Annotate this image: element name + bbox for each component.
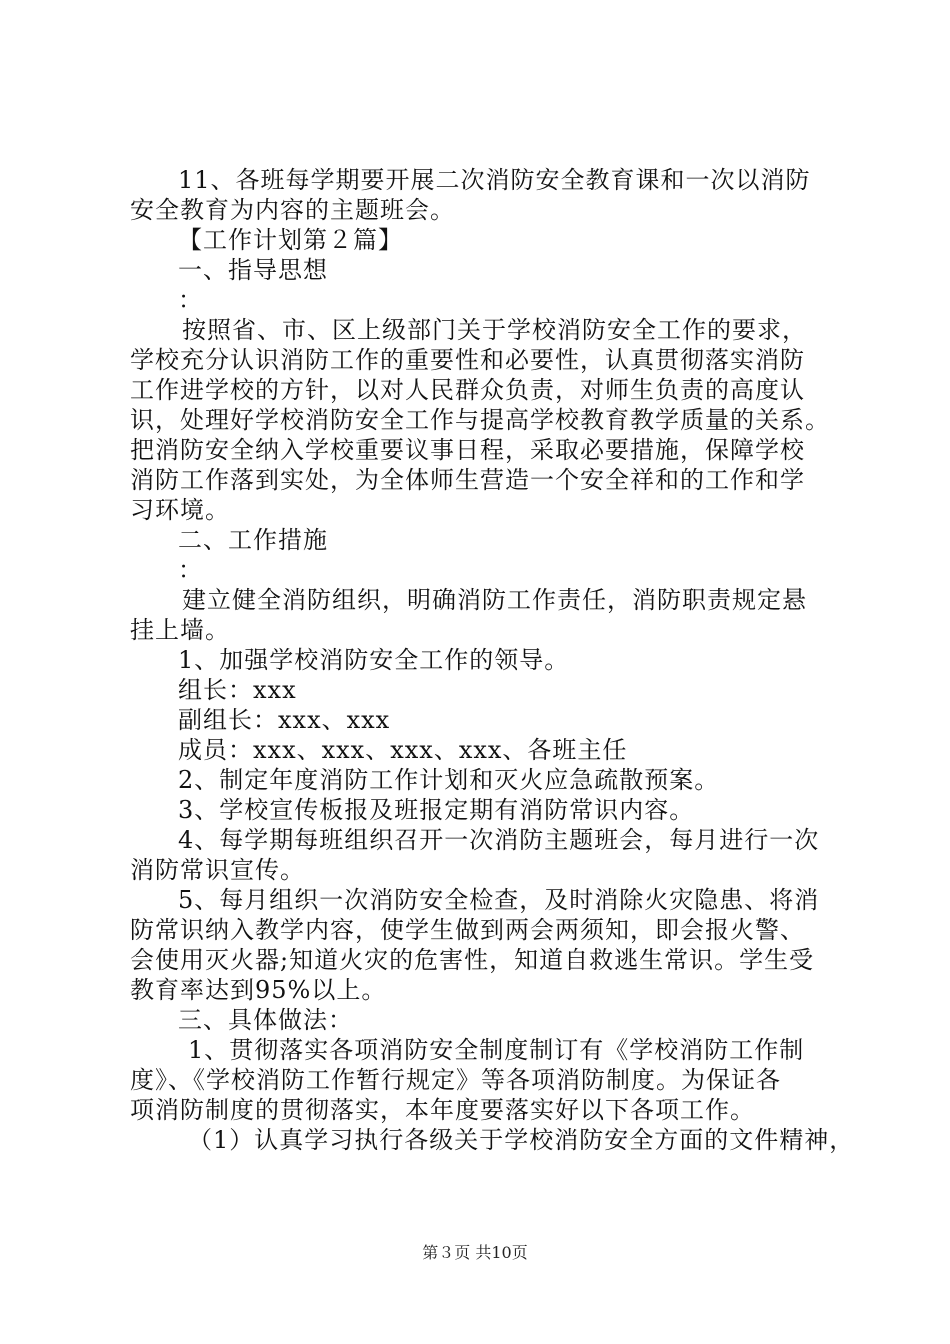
paragraph-line: 度》、《学校消防工作暂行规定》等各项消防制度。为保证各 (130, 1066, 781, 1094)
list-item: 3、学校宣传板报及班报定期有消防常识内容。 (178, 796, 695, 824)
paragraph-line: 识，处理好学校消防安全工作与提高学校教育教学质量的关系。 (130, 406, 830, 434)
document-body (130, 165, 855, 1155)
paragraph-line: 项消防制度的贯彻落实，本年度要落实好以下各项工作。 (130, 1096, 755, 1124)
paragraph-line: 把消防安全纳入学校重要议事日程，采取必要措施，保障学校 (130, 436, 805, 464)
paragraph-line: 习环境。 (130, 496, 230, 524)
list-item: 副组长：xxx、xxx (178, 706, 391, 734)
section-heading: 一、指导思想 (178, 256, 328, 284)
page-number: 第３页 共10页 (422, 1243, 528, 1262)
list-item: 2、制定年度消防工作计划和灭火应急疏散预案。 (178, 766, 720, 794)
paragraph-line: 会使用灭火器;知道火灾的危害性，知道自救逃生常识。学生受 (130, 946, 815, 974)
paragraph-line: ： (178, 286, 203, 314)
paragraph-line: 消防工作落到实处，为全体师生营造一个安全祥和的工作和学 (130, 466, 805, 494)
paragraph-line: 挂上墙。 (130, 616, 230, 644)
paragraph-line: 学校充分认识消防工作的重要性和必要性，认真贯彻落实消防 (130, 346, 805, 374)
paragraph-line: 消防常识宣传。 (130, 856, 305, 884)
section-heading: 二、工作措施 (178, 526, 328, 554)
paragraph-line: ： (178, 556, 203, 584)
paragraph-line: 11、各班每学期要开展二次消防安全教育课和一次以消防 (178, 166, 811, 194)
list-item: 组长：xxx (178, 676, 297, 704)
paragraph-line: 防常识纳入教学内容，使学生做到两会两须知，即会报火警、 (130, 916, 805, 944)
list-item: 成员：xxx、xxx、xxx、xxx、各班主任 (178, 736, 628, 764)
paragraph-line: 教育率达到95%以上。 (130, 976, 387, 1004)
list-item: 1、加强学校消防安全工作的领导。 (178, 646, 570, 674)
paragraph-line: 按照省、市、区上级部门关于学校消防安全工作的要求， (182, 316, 807, 344)
paragraph-line: 建立健全消防组织，明确消防工作责任，消防职责规定悬 (182, 586, 807, 614)
paragraph-line: 工作进学校的方针，以对人民群众负责，对师生负责的高度认 (130, 376, 805, 404)
list-item: 5、每月组织一次消防安全检查，及时消除火灾隐患、将消 (178, 886, 820, 914)
section-heading: 三、具体做法： (178, 1006, 353, 1034)
list-item: （1）认真学习执行各级关于学校消防安全方面的文件精神， (188, 1126, 855, 1154)
section-heading: 【工作计划第２篇】 (178, 226, 403, 254)
paragraph-line: 安全教育为内容的主题班会。 (130, 196, 455, 224)
list-item: 4、每学期每班组织召开一次消防主题班会，每月进行一次 (178, 826, 820, 854)
list-item: 1、贯彻落实各项消防安全制度制订有《学校消防工作制 (188, 1036, 805, 1064)
